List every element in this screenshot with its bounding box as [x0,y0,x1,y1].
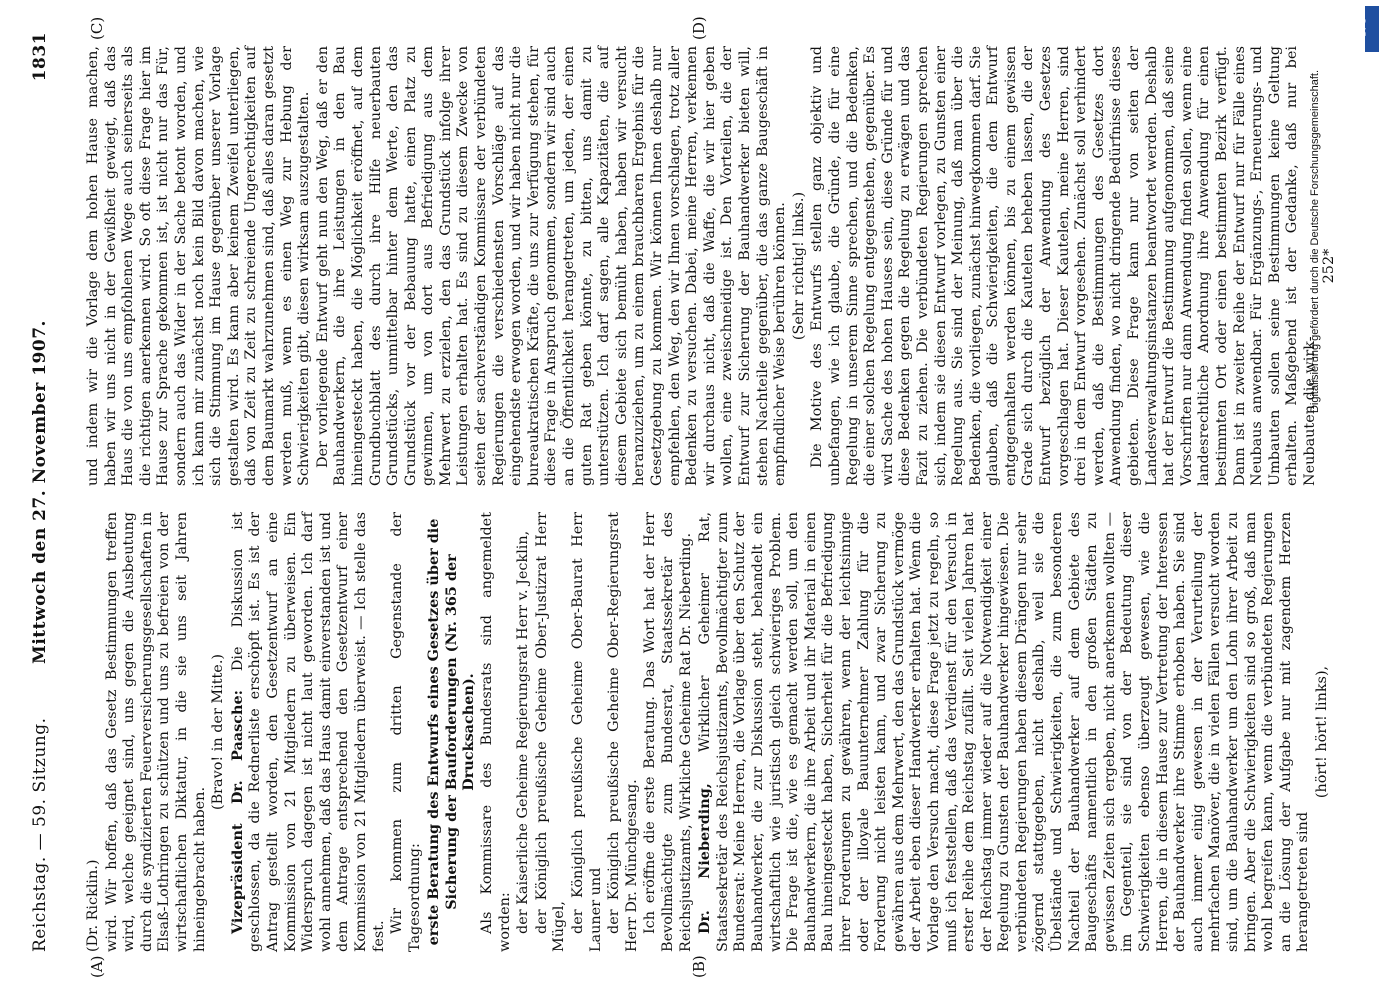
dfg-logo-text: DFG [1357,17,1368,37]
reaction: (hört! hört! links), [1313,665,1330,799]
page-header [30,32,70,952]
list-item: der Königlich preußische Geheime Ober-Justizrat Herr Mügel, [533,512,568,952]
paragraph: Die Motive des Entwurfs stellen ganz objektiv und unbefangen, wie ich glaube, die Gründe, die für eine Regelung in unserem Sinne sprechen, und die Bedenken, die einer solchen Regelung entgegenstehen, gegenüber. Es wird Sache des hohen Hauses sein, diese Gründe für und diese Bedenken gegen die Regelung zu erwägen und das Fazit zu ziehen. Die verbündeten Regierungen sprechen sich, indem sie diesen Entwurf vorlegen, zu Gunsten einer Regelung aus. Sie sind der Meinung, daß man über die Bedenken, die vorliegen, zunächst hinwegkommen darf. Sie glauben, daß die Schwierigkeiten, die dem Entwurf entgegenhalten werden können, bis zu einem gewissen Grade sich durch die Kautelen beheben lassen, die der Entwurf bezüglich der Anwendung des Gesetzes vorgeschlagen hat. Dieser Kautelen, meine Herren, sind drei in dem Entwurf vorgesehen. Zunächst soll verhindert werden, daß die Bestimmungen des Gesetzes dort Anwendung finden, wo nicht dringende Bedürfnisse dieses gebieten. Diese Frage kann nur von seiten der Landesverwaltungsinstanzen beantwortet werden. Deshalb hat der Entwurf die Bestimmung aufgenommen, daß seine Vorschriften nur dann Anwendung finden sollen, wenn eine landesrechtliche Anordnung ihre Anwendung für einen bestimmten Ort oder einen bestimmten Bezirk verfügt. Dann ist in zweiter Reihe der Entwurf nur für Fälle eines Neubaus anwendbar. Für Ergänzungs-, Erneuerungs- und Umbauten sollen seine Bestimmungen keine Geltung erhalten. Maßgebend ist der Gedanke, daß nur bei Neubauten die wirk- [809,46,1318,486]
paragraph: und indem wir die Vorlage dem hohen Hause machen, haben wir uns nicht in der Gewißheit gewiegt, daß das Haus die von uns empfohlenen Wege auch seinerseits als die richtigen anerkennen wird. So oft diese Frage hier im Hause zur Sprache gekommen ist, ist nicht nur das Für, sondern auch das Wider in der Sache betont worden, und ich kann mir zunächst noch kein Bild davon machen, wie sich die Stimmung im Hause gegenüber unserer Vorlage gestalten wird. Es kann aber keinem Zweifel unterliegen, daß von Zeit zu Zeit zu schreiende Ungerechtigkeiten auf dem Baumarkt wahrzunehmen sind, daß alles daran gesetzt werden muß, wenn es einen Weg zur Hebung der Schwierigkeiten gibt, diesen wirksam auszugestalten. [85,46,313,486]
speaker-note: (Dr. Ricklin.) [85,859,101,952]
header-date: Mittwoch den 27. November 1907. [30,320,50,664]
margin-letter-a: (A) [88,955,106,978]
reaction: (Bravo! in der Mitte.) [210,653,227,811]
paragraph: Als Kommissare des Bundesrats sind angemeldet worden: [479,512,513,952]
list-item: der Königlich preußische Geheime Ober-Baurat Herr Launer und [570,512,604,952]
digitization-credit [1300,0,1330,1000]
margin-letter-b: (B) [690,955,708,978]
agenda-item-title: erste Beratung des Entwurfs eines Gesetzes über die Sicherung der Bauforderungen (Nr. 365 der Drucksachen). [425,518,478,946]
dfg-logo [1357,6,1379,52]
margin-letter-d: (D) [690,16,708,40]
speaker-name: Dr. Nieberding, [696,783,714,934]
reaction: (Sehr richtig! links.) [790,191,807,341]
header-left: Reichstag. — 59. Sitzung. [30,717,50,952]
credit-text: Digitalisierung gefördert durch die Deutsche Forschungsgemeinschaft. [1309,70,1321,414]
left-column [85,511,1330,952]
speaker-name: Vizepräsident Dr. Paasche: [228,690,246,934]
list-item: der Kaiserliche Geheime Regierungsrat Herr v. Jecklin, [515,530,532,934]
paragraph: Wir kommen zum dritten Gegenstande der Tagesordnung: [389,512,423,952]
paragraph: Die Diskussion ist geschlossen, da die Rednerliste erschöpft ist. Es ist der Antrag gestellt worden, den Gesetzentwurf an eine Kommission von 21 Mitgliedern zu überweisen. Ein Widerspruch dagegen ist nicht laut geworden. Ich darf wohl annehmen, daß das Haus damit einverstanden ist und dem Antrage entsprechend den Gesetzentwurf einer Kommission von 21 Mitgliedern überweist. — Ich stelle das fest. [229,512,387,952]
paragraph: Ich eröffne die erste Beratung. Das Wort hat der Herr Bevollmächtigte zum Bundesrat, Staatssekretär des Reichsjustizamts, Wirkliche Geheime Rat Dr. Nieberding. [642,512,694,952]
paragraph: Wirklicher Geheimer Rat, Staatssekretär des Reichsjustizamts, Bevollmächtigter zum Bundesrat: Meine Herren, die Vorlage über den Schutz der Bauhandwerker, die zur Diskussion steht, behandelt ein wirtschaftlich wie juristisch gleich schwieriges Problem. Die Frage ist die, wie es gemacht werden soll, um den Bauhandwerkern, die ihre Arbeit und ihr Material in einen Bau hineingesteckt haben, Sicherheit für die Befriedigung ihrer Forderungen zu gewähren, wenn der leichtsinnige oder der illoyale Bauunternehmer Zahlung für die Forderung nicht leisten kann, und zwar Sicherung zu gewähren aus dem Mehrwert, den das Grundstück vermöge der Arbeit eben dieser Handwerker erhalten hat. Wenn die Vorlage den Versuch macht, diese Frage jetzt zu regeln, so muß ich feststellen, daß das Verdienst für den Versuch in erster Reihe dem Reichstag zufällt. Seit vielen Jahren hat der Reichstag immer wieder auf die Notwendigkeit einer Regelung zu Gunsten der Bauhandwerker hingewiesen. Die verbündeten Regierungen haben diesem Drängen nur sehr zögernd stattgegeben, nicht deshalb, weil sie die Übelstände und Schwierigkeiten, die zum besonderen Nachteil der Bauhandwerker auf dem Gebiete des Baugeschäfts namentlich in den großen Städten zu gewissen Zeiten sich ergeben, nicht anerkennen wollten — im Gegenteil, sie sind von der Bedeutung dieser Schwierigkeiten ebenso überzeugt gewesen, wie die Herren, die in diesem Hause zur Vertretung der Interessen der Bauhandwerker ihre Stimme erhoben haben. Sie sind auch immer einig gewesen in der Verurteilung der mehrfachen Manöver, die in vielen Fällen versucht worden sind, um die Bauhandwerker um den Lohn ihrer Arbeit zu bringen. Aber die Schwierigkeiten sind so groß, daß man wohl begreifen kann, wenn die verbündeten Regierungen an die Lösung der Aufgabe nur mit zagendem Herzen herangetreten sind [697,511,1312,952]
signature-mark: 252* [1320,248,1337,284]
page-number: 1831 [30,32,50,82]
paragraph: wird. Wir hoffen, daß das Gesetz Bestimmungen treffen wird, welche geeignet sind, uns gegen die Ausbeutung durch die syndizierten Feuerversicherungsgesellschaften in Elsaß-Lothringen zu schützen und uns zu befreien von der wirtschaftlichen Diktatur, in die sie uns seit Jahren hineingebracht haben. [103,512,208,952]
paragraph: Der vorliegende Entwurf geht nun den Weg, daß er den Bauhandwerkern, die ihre Leistungen in den Bau hineingesteckt haben, die Möglichkeit eröffnet, auf dem Grundbuchblatt des durch ihre Hilfe neuerbauten Grundstücks, unmittelbar hinter dem Werte, den das Grundstück vor der Bebauung hatte, einen Platz zu gewinnen, um von dort aus Befriedigung aus dem Mehrwert zu erzielen, den das Grundstück infolge ihrer Leistungen erhalten hat. Es sind zu diesem Zwecke von seiten der sachverständigen Kommissare der verbündeten Regierungen die verschiedensten Vorschläge auf das eingehendste erwogen worden, und wir haben nicht nur die bureaukratischen Kräfte, die uns zur Verfügung stehen, für diese Frage in Anspruch genommen, sondern wir sind auch an die Öffentlichkeit herangetreten, um jeden, der einen guten Rat geben könnte, zu bitten, uns damit zu unterstützen. Ich darf sagen, alle Kapazitäten, die auf diesem Gebiete sich bemüht haben, haben wir versucht heranzuziehen, um zu einem brauchbaren Ergebnis für die Gesetzgebung zu kommen. Wir können Ihnen deshalb nur empfehlen, den Weg, den wir Ihnen vorschlagen, trotz aller Bedenken zu versuchen. Dabei, meine Herren, verkennen wir durchaus nicht, daß die Waffe, die wir hier geben wollen, eine zweischneidige ist. Den Vorteilen, die der Entwurf zur Sicherung der Bauhandwerker bieten will, stehen Nachteile gegenüber, die das ganze Baugeschäft in empfindlicher Weise berühren können. [314,46,789,486]
list-item: der Königlich preußische Geheime Ober-Regierungsrat Herr Dr. Münchgesang. [606,512,640,952]
margin-letter-c: (C) [88,16,106,40]
